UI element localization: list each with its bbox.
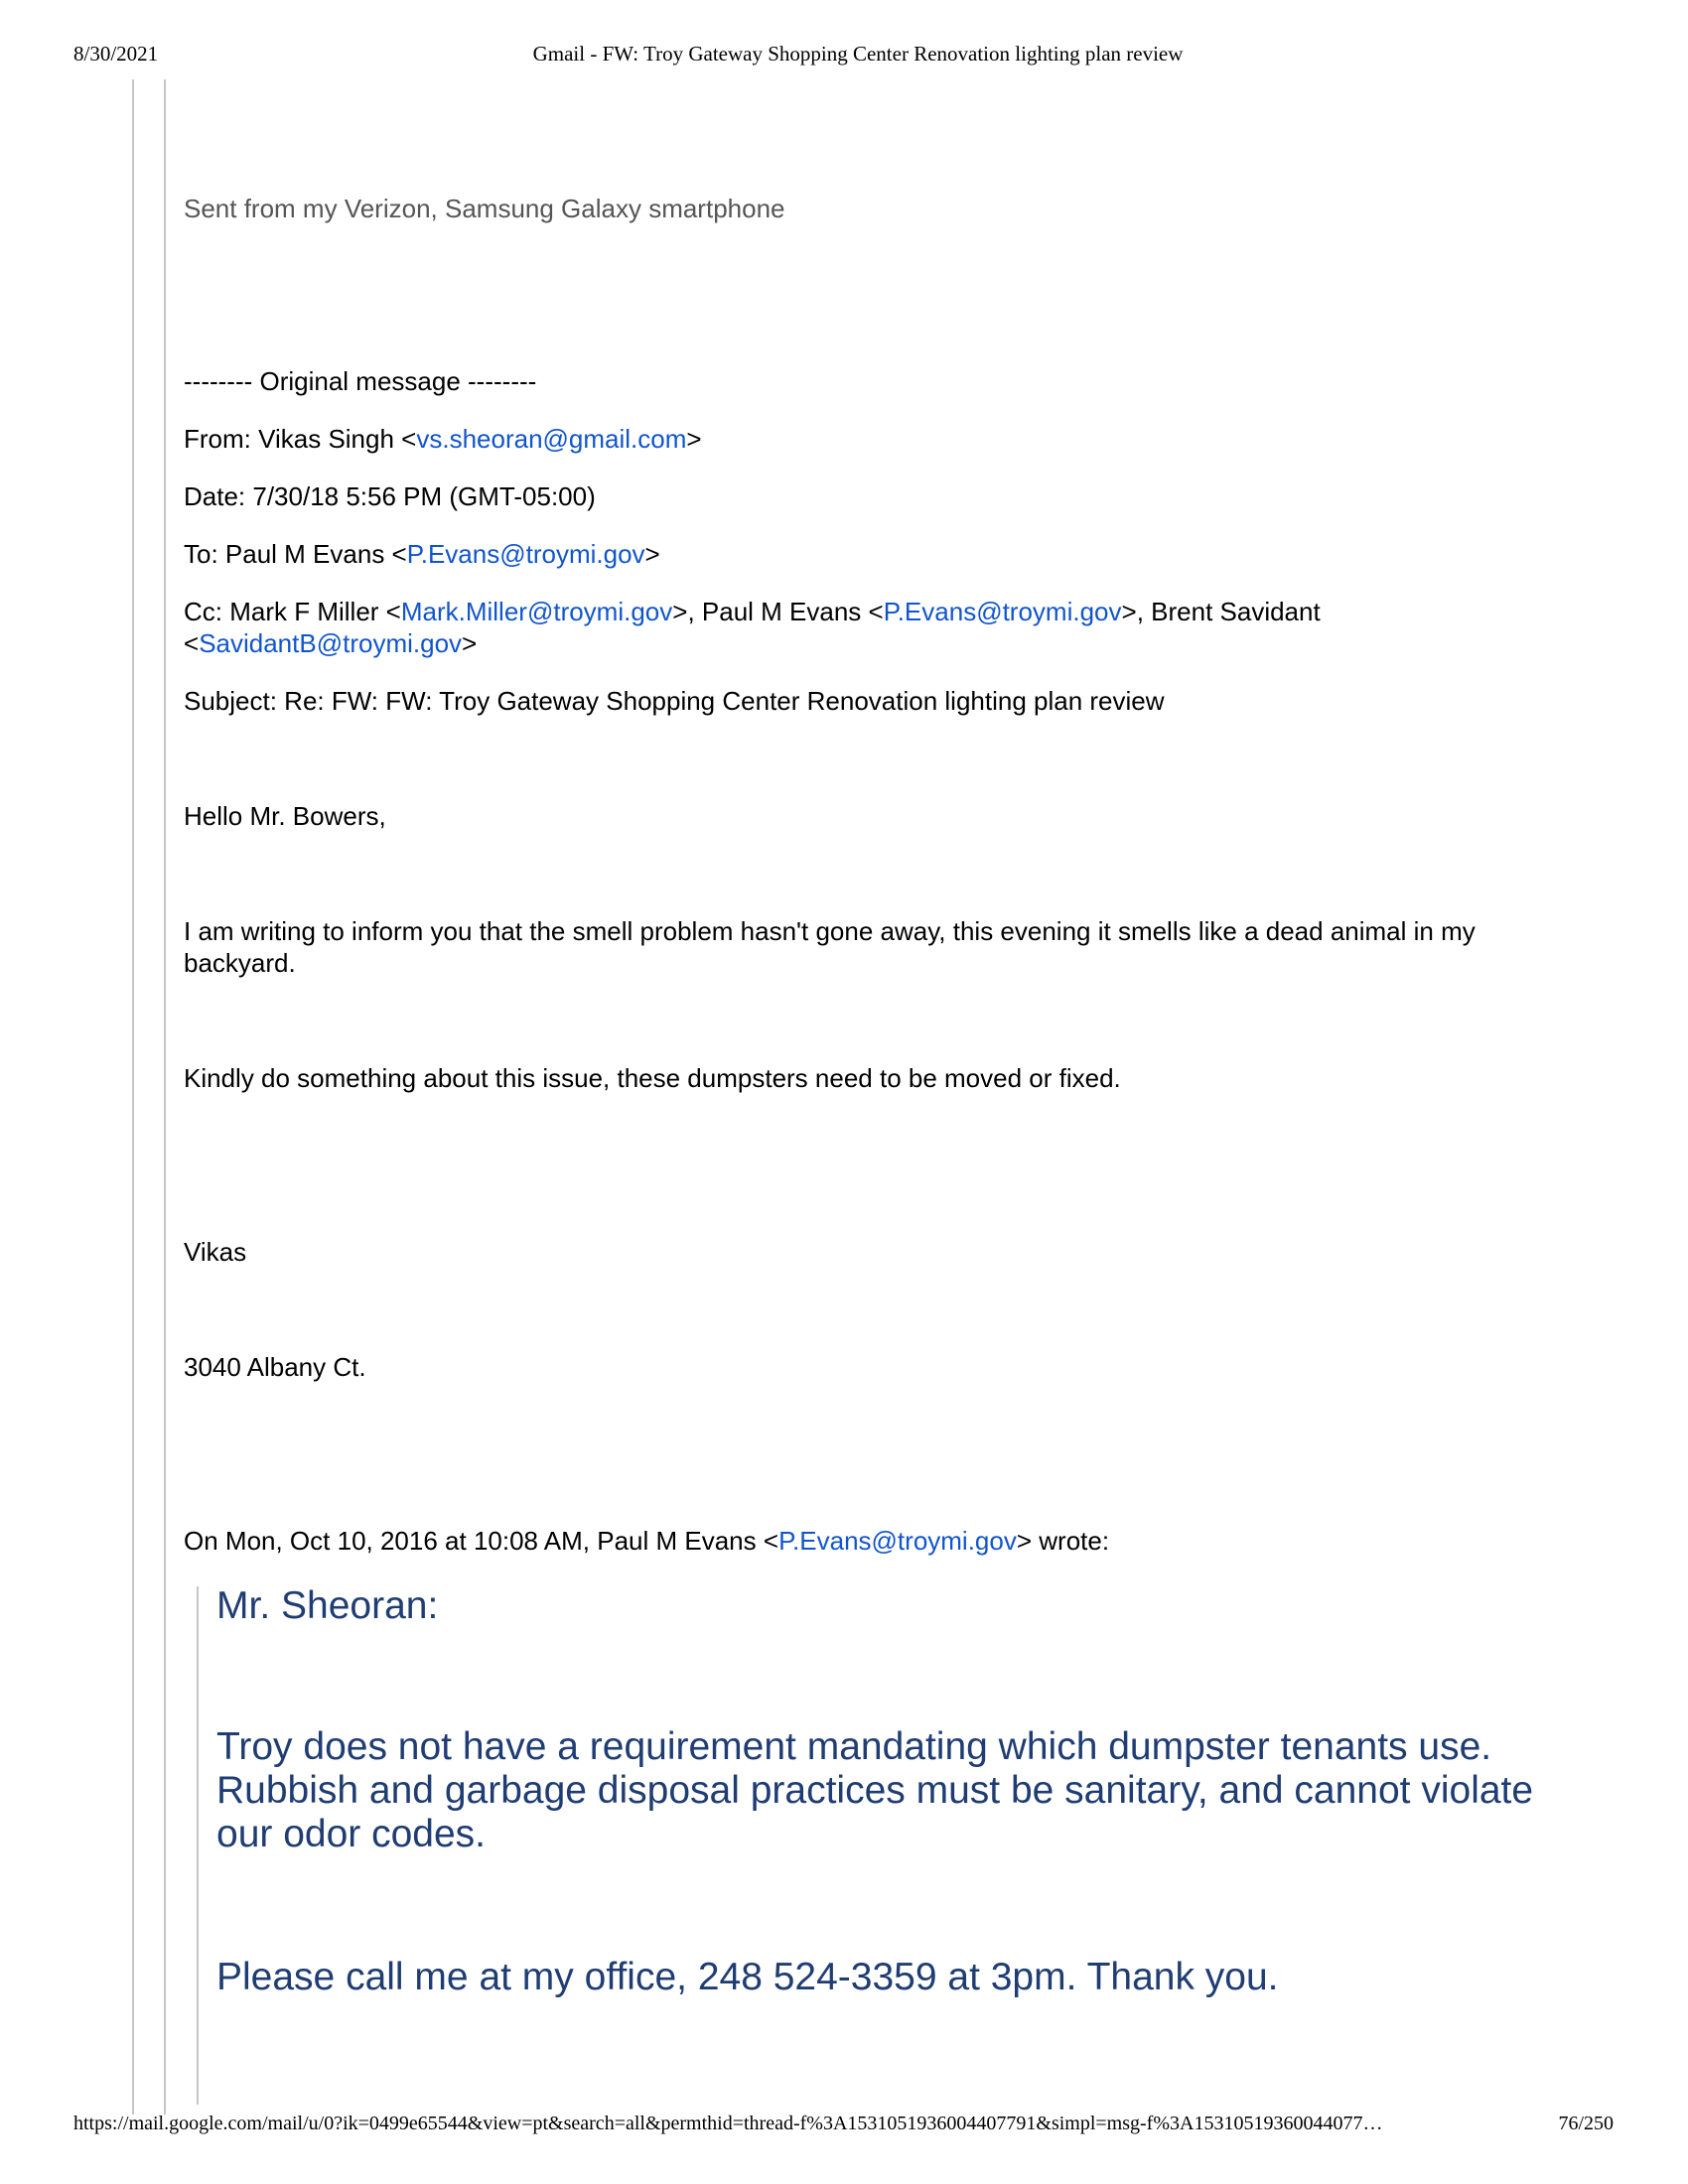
to-email-link[interactable]: P.Evans@troymi.gov (406, 539, 645, 569)
attribution-email-link[interactable]: P.Evans@troymi.gov (778, 1526, 1017, 1556)
date-line: Date: 7/30/18 5:56 PM (GMT-05:00) (184, 481, 596, 511)
print-url: https://mail.google.com/mail/u/0?ik=0499e65544&view=pt&search=all&permthid=thread-f%3A1531051936004407791&simpl=msg-f%3A15310519360044077… (73, 2113, 1383, 2134)
signature-name: Vikas (184, 1237, 247, 1267)
sent-from-signature: Sent from my Verizon, Samsung Galaxy smartphone (184, 194, 785, 223)
quote-bar-inner (164, 79, 166, 2115)
quoted-paragraph-1: Troy does not have a requirement mandating which dumpster tenants use. Rubbish and garbage disposal practices must be sanitary, and cannot violate our odor codes. (216, 1725, 1534, 1855)
body-paragraph-1: I am writing to inform you that the smell problem hasn't gone away, this evening it smells like a dead animal in my backyard. (184, 916, 1476, 978)
quoted-paragraph-2: Please call me at my office, 248 524-3359 at 3pm. Thank you. (216, 1956, 1279, 1998)
print-title: Gmail - FW: Troy Gateway Shopping Center Renovation lighting plan review (532, 42, 1184, 66)
cc-line-continued: <SavidantB@troymi.gov> (184, 628, 478, 658)
quote-bar-nested (197, 1586, 199, 2105)
from-email-link[interactable]: vs.sheoran@gmail.com (416, 424, 687, 454)
subject-line: Subject: Re: FW: FW: Troy Gateway Shopping Center Renovation lighting plan review (184, 686, 1165, 716)
quote-bar-outer (132, 79, 134, 2115)
from-line: From: Vikas Singh <vs.sheoran@gmail.com> (184, 424, 702, 454)
quote-attribution: On Mon, Oct 10, 2016 at 10:08 AM, Paul M Evans <P.Evans@troymi.gov> wrote: (184, 1526, 1110, 1556)
to-line: To: Paul M Evans <P.Evans@troymi.gov> (184, 539, 660, 569)
cc-email-link-2[interactable]: P.Evans@troymi.gov (883, 597, 1122, 626)
body-paragraph-2: Kindly do something about this issue, these dumpsters need to be moved or fixed. (184, 1063, 1121, 1093)
signature-address: 3040 Albany Ct. (184, 1352, 366, 1382)
print-footer (0, 2113, 1688, 2136)
page-number: 76/250 (1558, 2113, 1614, 2134)
cc-email-link-3[interactable]: SavidantB@troymi.gov (199, 628, 463, 658)
cc-line: Cc: Mark F Miller <Mark.Miller@troymi.gov>, Paul M Evans <P.Evans@troymi.gov>, Brent Savidant (184, 597, 1321, 626)
quoted-salutation: Mr. Sheoran: (216, 1584, 439, 1627)
print-date: 8/30/2021 (73, 42, 159, 66)
cc-email-link-1[interactable]: Mark.Miller@troymi.gov (400, 597, 673, 626)
greeting: Hello Mr. Bowers, (184, 801, 386, 831)
original-message-divider: -------- Original message -------- (184, 366, 537, 396)
print-header (0, 42, 1688, 66)
